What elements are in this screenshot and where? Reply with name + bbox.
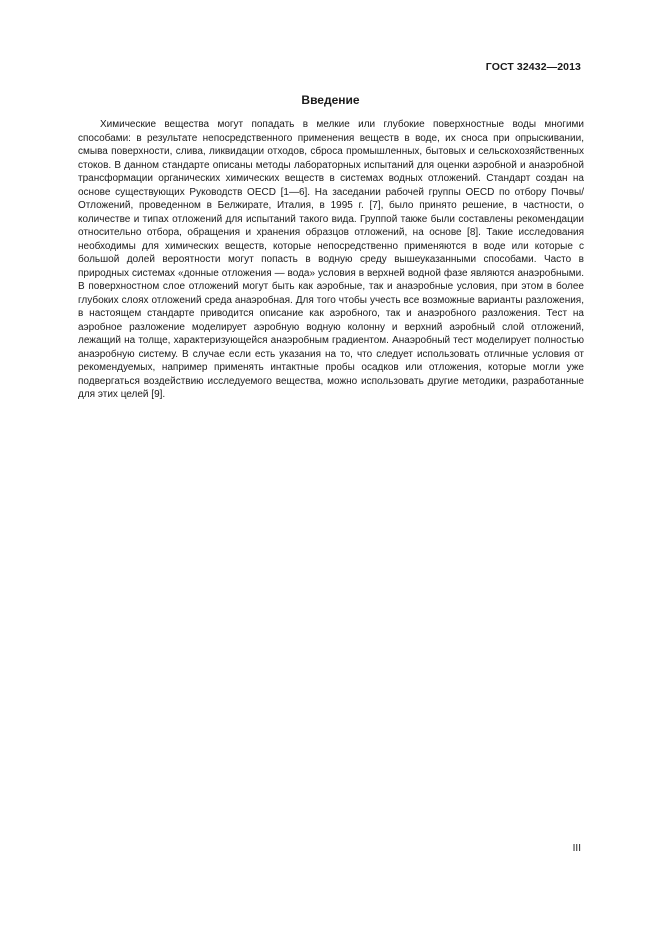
section-title: Введение [301,93,360,107]
document-code: ГОСТ 32432—2013 [485,61,581,73]
intro-paragraph: Химические вещества могут попадать в мелкие или глубокие поверхностные воды многими способами: в результате непосредственного применения веществ в воде, их сноса при опрыскивании, смыва поверхности, слива, ликвидации отходов, сброса промышленных, бытовых и сельскохозяйственных стоков. В данном стандарте описаны методы лабораторных испытаний для оценки аэробной и анаэробной трансформации органических химических веществ в системах водных отложений. Стандарт создан на основе существующих Руководств OECD [1—6]. На заседании рабочей группы OECD по отбору Почвы/Отложений, проведенном в Белжирате, Италия, в 1995 г. [7], было принято решение, в частности, о количестве и типах отложений для испытаний такого вида. Группой также были составлены рекомендации относительно отбора, обращения и хранения образцов отложений, на основе [8]. Такие исследования необходимы для химических веществ, которые непосредственно применяются в воде или которые с большой долей вероятности могут попасть в водную среду вышеуказанными способами. Часто в природных системах «донные отложения — вода» условия в верхней водной фазе являются анаэробными. В поверхностном слое отложений могут быть как аэробные, так и анаэробные условия, при этом в более глубоких слоях отложений среда анаэробная. Для того чтобы учесть все возможные варианты разложения, в настоящем стандарте приводится описание как аэробного, так и анаэробного разложения. Тест на аэробное разложение моделирует аэробную водную колонну и верхний аэробный слой отложений, лежащий на толще, характеризующейся анаэробным градиентом. Анаэробный тест моделирует полностью анаэробную систему. В случае если есть указания на то, что следует использовать отличные условия от рекомендуемых, например применять интактные пробы осадков или отложения, которые могли уже подвергаться воздействию исследуемого вещества, можно использовать другие методики, разработанные для этих целей [9]. [78,119,584,400]
page-number: III [572,843,581,854]
